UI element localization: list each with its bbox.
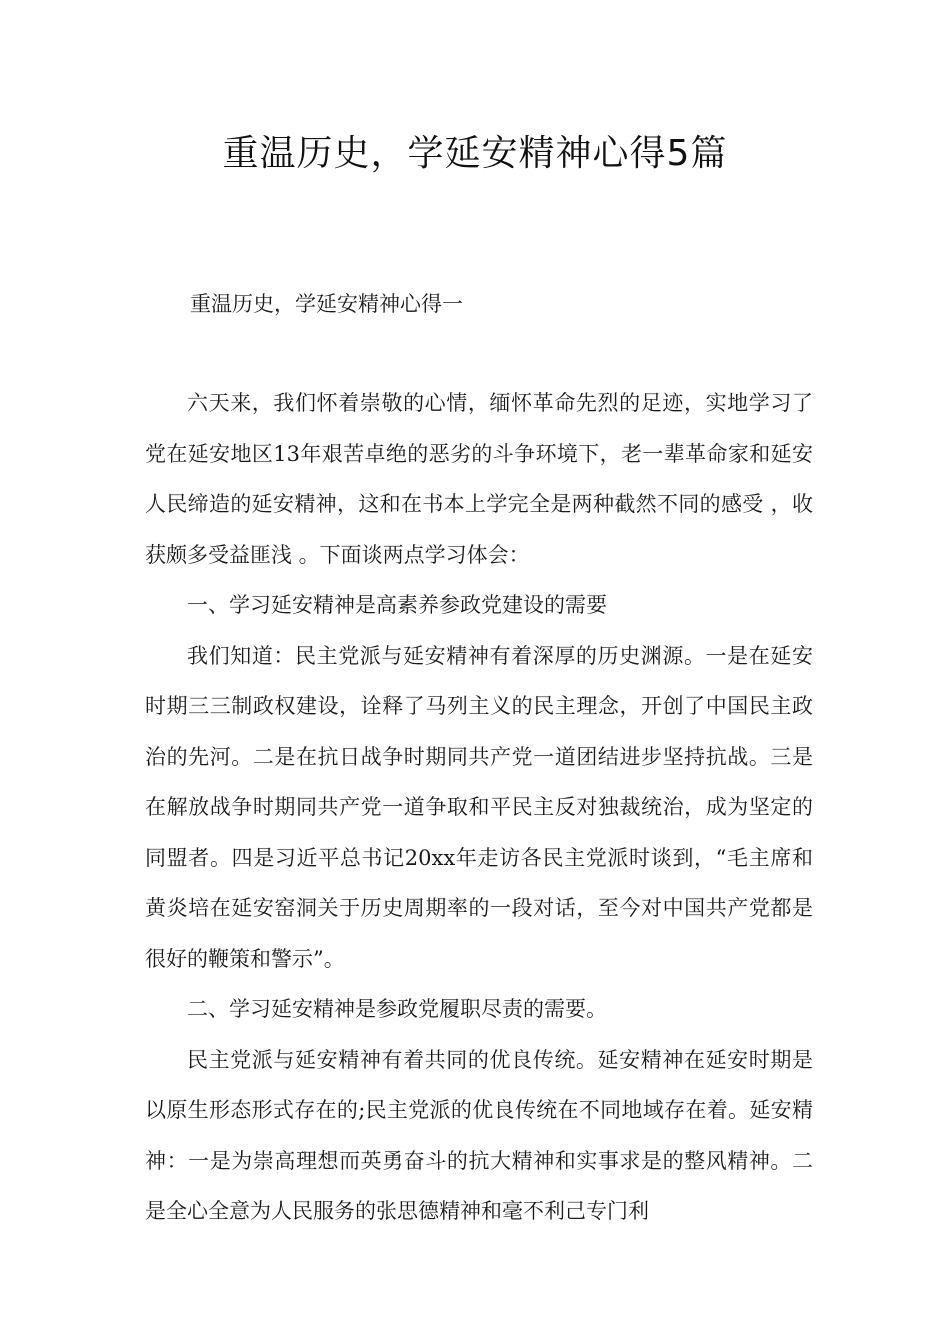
paragraph-point-two-heading: 二、学习延安精神是参政党履职尽责的需要。 <box>187 997 607 1021</box>
paragraph-point-one-heading: 一、学习延安精神是高素养参政党建设的需要 <box>187 593 607 617</box>
paragraph-point-two-body: 民主党派与延安精神有着共同的优良传统。延安精神在延安时期是以原生形态形式存在的;民主党派的优良传统在不同地域存在着。延安精神：一是为崇高理想而英勇奋斗的抗大精神和实事求是的整风精神。二是全心全意为人民服务的张思德精神和毫不利己专门利 <box>145 1047 813 1223</box>
paragraph-point-one-body: 我们知道：民主党派与延安精神有着深厚的历史渊源。一是在延安时期三三制政权建设，诠释了马列主义的民主理念，开创了中国民主政治的先河。二是在抗日战争时期同共产党一道团结进步坚持抗战。三是在解放战争时期同共产党一道争取和平民主反对独裁统治，成为坚定的同盟者。四是习近平总书记20xx年走访各民主党派时谈到，“毛主席和黄炎培在延安窑洞关于历史周期率的一段对话，至今对中国共产党都是很好的鞭策和警示”。 <box>145 643 813 971</box>
document-title: 重温历史，学延安精神心得5篇 <box>222 133 728 174</box>
paragraph-intro: 六天来，我们怀着崇敬的心情，缅怀革命先烈的足迹，实地学习了党在延安地区13年艰苦卓绝的恶劣的斗争环境下，老一辈革命家和延安人民缔造的延安精神，这和在书本上学完全是两种截然不同的感受 ，收获颇多受益匪浅 。下面谈两点学习体会： <box>145 391 813 567</box>
section-heading: 重温历史，学延安精神心得一 <box>190 292 463 316</box>
document-body <box>145 378 813 1237</box>
